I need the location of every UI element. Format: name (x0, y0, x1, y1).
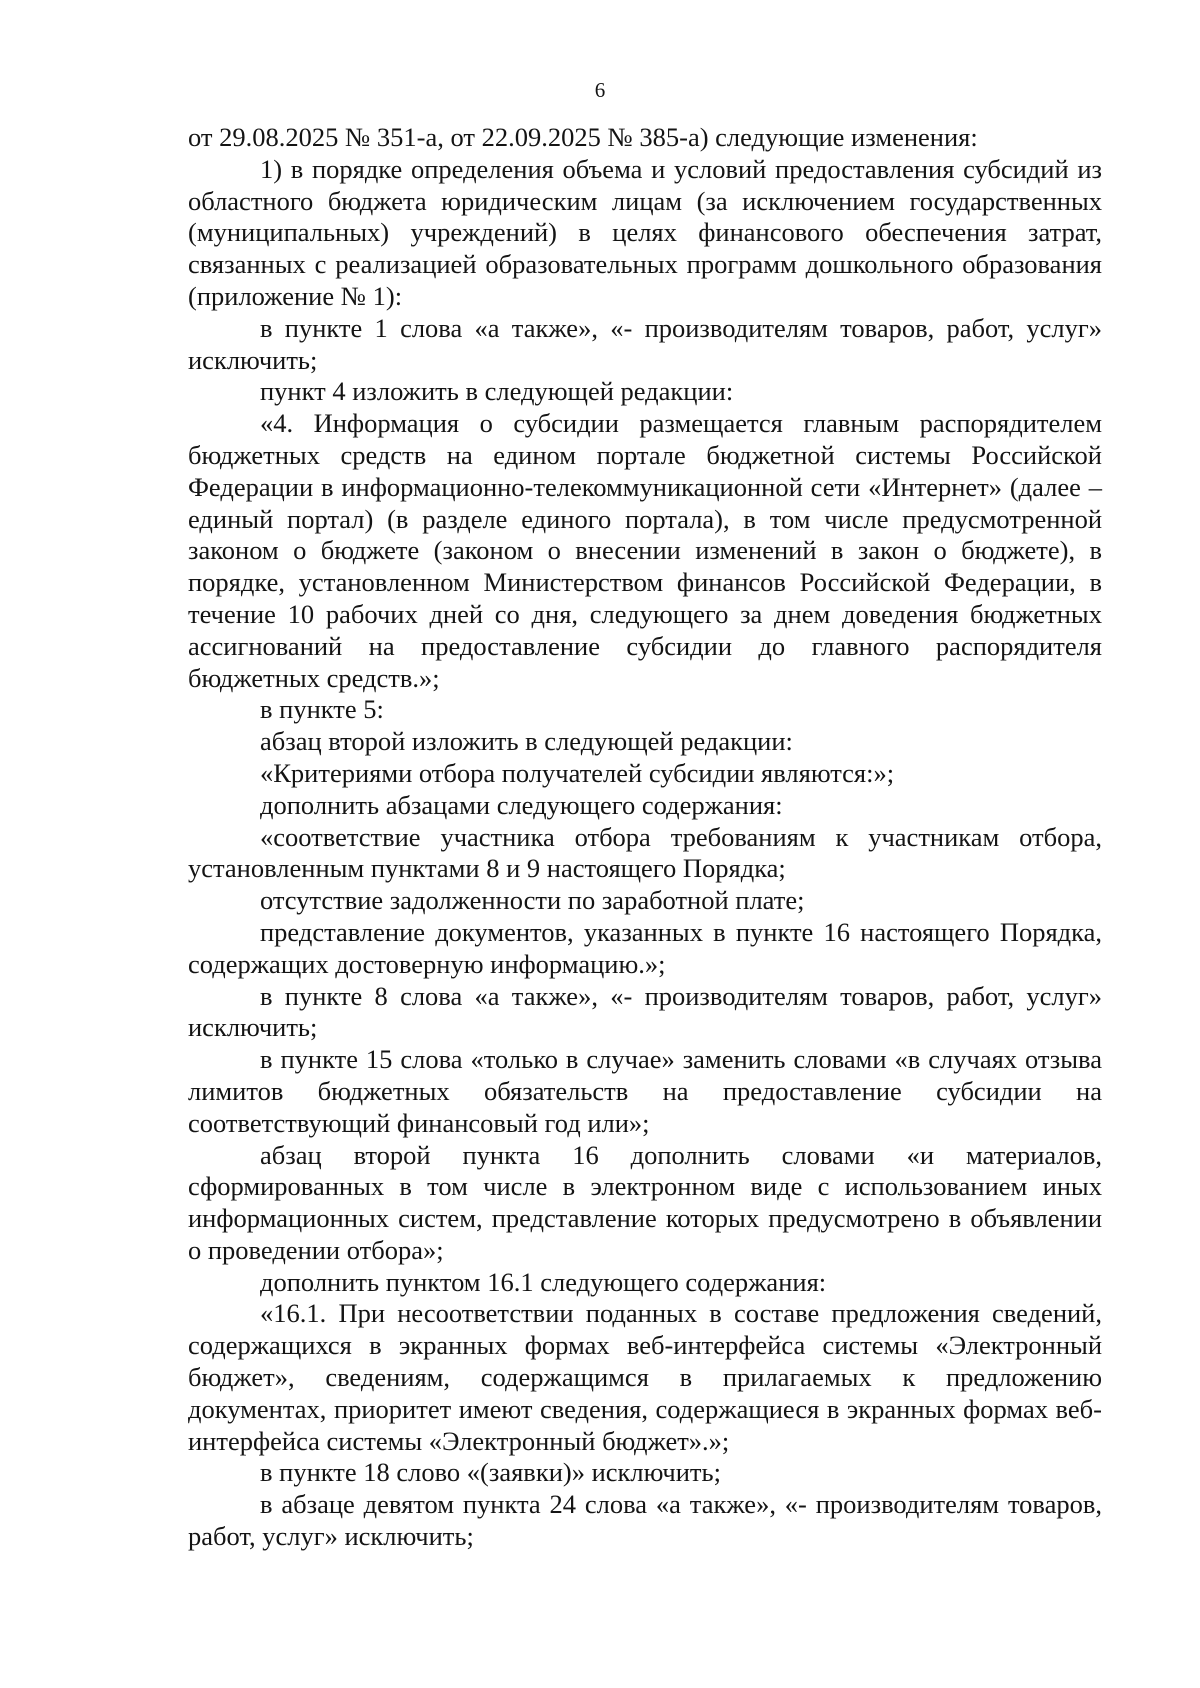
paragraph: в пункте 18 слово «(заявки)» исключить; (260, 1457, 721, 1488)
document-body (188, 122, 1102, 1553)
paragraph: в пункте 8 слова «а также», «- производителям товаров, работ, услуг» исключить; (188, 980, 1102, 1043)
paragraph: пункт 4 изложить в следующей редакции: (260, 376, 734, 407)
paragraph: в пункте 1 слова «а также», «- производителям товаров, работ, услуг» исключить; (188, 312, 1102, 375)
paragraph: дополнить абзацами следующего содержания: (260, 789, 783, 820)
paragraph: абзац второй пункта 16 дополнить словами «и материалов, сформированных в том числе в электронном виде с использованием иных информационных систем, представление которых предусмотрено в объявлении о проведении отбора»; (188, 1139, 1102, 1265)
paragraph: в пункте 15 слова «только в случае» заменить словами «в случаях отзыва лимитов бюджетных обязательств на предоставление субсидии на соответствующий финансовый год или»; (188, 1044, 1102, 1138)
paragraph: «соответствие участника отбора требованиям к участникам отбора, установленным пунктами 8 и 9 настоящего Порядка; (188, 821, 1102, 884)
paragraph: в абзаце девятом пункта 24 слова «а также», «- производителям товаров, работ, услуг» исключить; (188, 1489, 1102, 1552)
paragraph-intro: от 29.08.2025 № 351-а, от 22.09.2025 № 385-а) следующие изменения: (188, 122, 978, 152)
page-number: 6 (594, 78, 606, 102)
paragraph-clause-16-1: «16.1. При несоответствии поданных в составе предложения сведений, содержащихся в экранных формах веб-интерфейса системы «Электронный бюджет», сведениям, содержащимся в прилагаемых к предложению документах, приоритет имеют сведения, содержащиеся в экранных формах веб-интерфейса системы «Электронный бюджет».»; (188, 1298, 1102, 1456)
paragraph: отсутствие задолженности по заработной плате; (260, 885, 805, 916)
paragraph: дополнить пунктом 16.1 следующего содержания: (260, 1266, 827, 1297)
paragraph-item-1: 1) в порядке определения объема и условий предоставления субсидий из областного бюджета юридическим лицам (за исключением государственных (муниципальных) учреждений) в целях финансового обеспечения затрат, связанных с реализацией образовательных программ дошкольного образования (приложение № 1): (188, 153, 1102, 311)
paragraph: абзац второй изложить в следующей редакции: (260, 726, 793, 757)
paragraph: в пункте 5: (260, 694, 384, 725)
paragraph: представление документов, указанных в пункте 16 настоящего Порядка, содержащих достоверную информацию.»; (188, 916, 1102, 979)
paragraph-clause-4: «4. Информация о субсидии размещается главным распорядителем бюджетных средств на едином портале бюджетной системы Российской Федерации в информационно-телекоммуникационной сети «Интернет» (далее – единый портал) (в разделе единого портала), в том числе предусмотренной законом о бюджете (законом о внесении изменений в закон о бюджете), в порядке, установленном Министерством финансов Российской Федерации, в течение 10 рабочих дней со дня, следующего за днем доведения бюджетных ассигнований на предоставление субсидии до главного распорядителя бюджетных средств.»; (188, 408, 1102, 693)
paragraph: «Критериями отбора получателей субсидии являются:»; (260, 757, 895, 788)
